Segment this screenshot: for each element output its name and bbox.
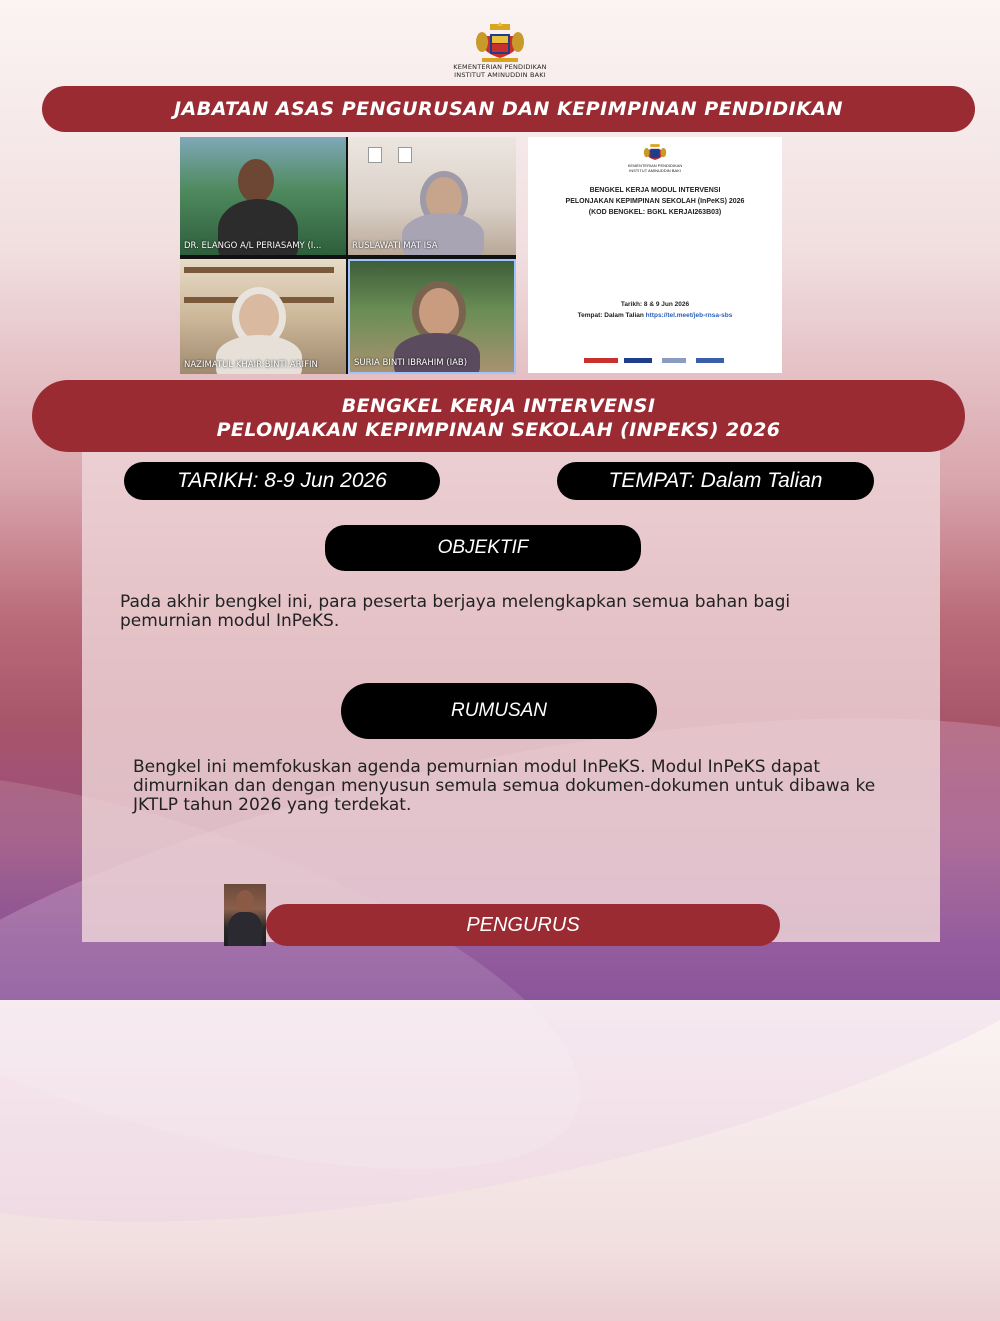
coat-of-arms-logo [470, 22, 530, 68]
workshop-slide [528, 137, 782, 373]
department-banner [42, 86, 975, 132]
slide-title-2: PELONJAKAN KEPIMPINAN SEKOLAH (InPeKS) 2026 [565, 198, 745, 205]
venue-pill: TEMPAT: Dalam Talian [557, 462, 874, 500]
participant-name: RUSLAWATI MAT ISA [352, 241, 438, 251]
participant-name: DR. ELANGO A/L PERIASAMY (I... [184, 241, 322, 251]
pengurus-bar: PENGURUS [266, 904, 780, 946]
event-title-line1: BENGKEL KERJA INTERVENSI [341, 395, 656, 417]
department-title: JABATAN ASAS PENGURUSAN DAN KEPIMPINAN PENDIDIKAN [173, 98, 844, 120]
participant-tile [348, 137, 516, 255]
event-title-line2: PELONJAKAN KEPIMPINAN SEKOLAH (INPEKS) 2026 [216, 419, 781, 441]
participant-name: NAZIMATUL KHAIR BINTI ARIFIN [184, 360, 318, 370]
slide-date: Tarikh: 8 & 9 Jun 2026 [620, 301, 690, 308]
event-title-banner [32, 380, 965, 452]
ministry-text: KEMENTERIAN PENDIDIKAN INSTITUT AMINUDDIN BAKI [453, 63, 547, 79]
slide-title-1: BENGKEL KERJA MODUL INTERVENSI [589, 187, 721, 194]
participant-tile [180, 259, 346, 374]
meeting-screenshot [180, 137, 516, 374]
participant-tile [348, 259, 516, 374]
slide-ministry-line2: INSTITUT AMINUDDIN BAKI [629, 168, 681, 173]
slide-sponsor-logos [584, 356, 734, 366]
objektif-text: Pada akhir bengkel ini, para peserta berjaya melengkapkan semua bahan bagi pemurnian modul InPeKS. [120, 592, 791, 631]
slide-venue: Tempat: Dalam Talian https://tel.meet/jeb-rnsa-sbs [577, 312, 733, 319]
objektif-heading: OBJEKTIF [325, 525, 641, 571]
pengurus-avatar [224, 884, 266, 946]
rumusan-text: Bengkel ini memfokuskan agenda pemurnian modul InPeKS. Modul InPeKS dapat dimurnikan dan dengan menyusun semula semua dokumen-dokumen untuk dibawa ke JKTLP tahun 2026 yang terdekat. [133, 757, 876, 815]
participant-name: SURIA BINTI IBRAHIM (IAB) [354, 358, 468, 368]
slide-title-3: (KOD BENGKEL: BGKL KERJAI263B03) [588, 209, 722, 216]
slide-venue-link[interactable]: https://tel.meet/jeb-rnsa-sbs [645, 312, 733, 319]
date-pill: TARIKH: 8-9 Jun 2026 [124, 462, 440, 500]
participant-tile [180, 137, 346, 255]
rumusan-heading: RUMUSAN [341, 683, 657, 739]
slide-ministry-line1: KEMENTERIAN PENDIDIKAN [627, 163, 683, 168]
